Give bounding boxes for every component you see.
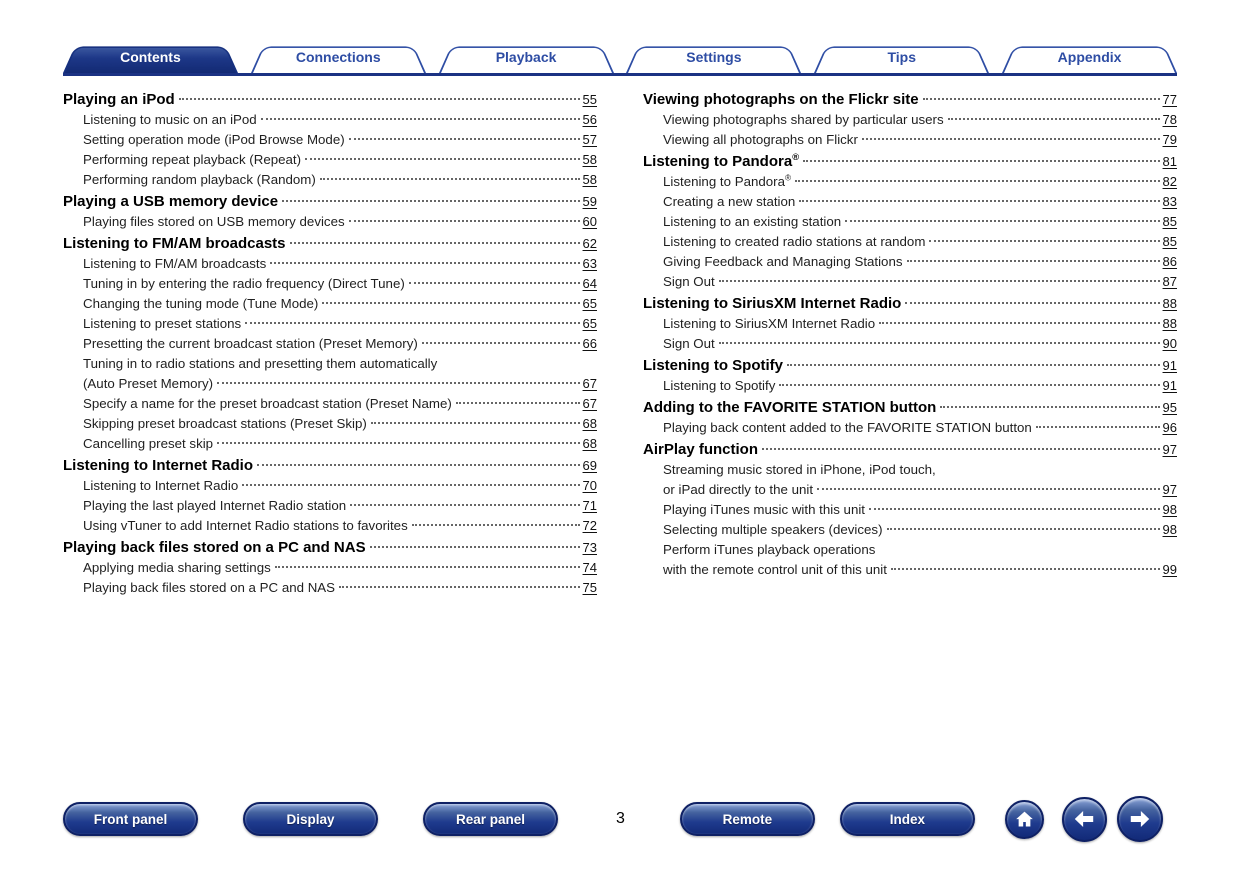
page-link[interactable]: 83 [1162, 194, 1177, 209]
toc-entry-title: Skipping preset broadcast stations (Preset Skip) [83, 416, 367, 431]
toc-entry-title: Listening to Internet Radio [83, 478, 239, 493]
page-link[interactable]: 97 [1162, 442, 1177, 457]
toc-subentry[interactable] [643, 130, 1177, 150]
toc-subentry[interactable] [63, 170, 597, 190]
toc-heading[interactable] [643, 355, 1177, 376]
dotted-leader [845, 220, 1159, 222]
toc-subentry[interactable] [63, 334, 597, 354]
rear-panel-button[interactable]: Rear panel [423, 802, 558, 836]
toc-entry-title: Viewing photographs shared by particular users [663, 112, 944, 127]
toc-entry-title: Listening to SiriusXM Internet Radio [663, 316, 876, 331]
toc-entry-title: Tuning in to radio stations and presetting them automatically [83, 356, 438, 371]
toc-entry-title: Cancelling preset skip [83, 436, 214, 451]
page-link[interactable]: 91 [1162, 358, 1177, 373]
dotted-leader [339, 586, 579, 588]
toc-subentry[interactable] [643, 212, 1177, 232]
page-link[interactable]: 85 [1162, 214, 1177, 229]
page-link[interactable]: 58 [582, 172, 597, 187]
toc-subentry[interactable] [63, 414, 597, 434]
toc-heading[interactable] [63, 89, 597, 110]
toc-entry-title: Playing an iPod [63, 91, 175, 108]
toc-subentry[interactable] [63, 212, 597, 232]
dotted-leader [270, 262, 579, 264]
page-link[interactable]: 98 [1162, 522, 1177, 537]
page-link[interactable]: 85 [1162, 234, 1177, 249]
toc-subentry[interactable] [63, 274, 597, 294]
toc-entry-title: (Auto Preset Memory) [83, 376, 214, 391]
toc-entry-title: Listening to SiriusXM Internet Radio [643, 295, 902, 312]
dotted-leader [795, 180, 1159, 182]
toc-heading[interactable] [63, 537, 597, 558]
page-link[interactable]: 96 [1162, 420, 1177, 435]
toc-entry-title: Listening to created radio stations at random [663, 234, 926, 249]
dotted-leader [817, 488, 1159, 490]
toc-entry-title: or iPad directly to the unit [663, 482, 814, 497]
page-link[interactable]: 57 [582, 132, 597, 147]
page-link[interactable]: 95 [1162, 400, 1177, 415]
tab-label: Settings [686, 49, 742, 65]
toc-subentry[interactable] [643, 272, 1177, 292]
page-link[interactable]: 67 [582, 376, 597, 391]
toc-entry-title: Playing a USB memory device [63, 193, 279, 210]
dotted-leader [719, 342, 1160, 344]
toc-subentry[interactable] [643, 232, 1177, 252]
dotted-leader [940, 406, 1159, 408]
page-link[interactable]: 77 [1162, 92, 1177, 107]
display-button[interactable]: Display [243, 802, 378, 836]
toc-heading[interactable] [643, 293, 1177, 314]
page-link[interactable]: 87 [1162, 274, 1177, 289]
remote-button[interactable]: Remote [680, 802, 815, 836]
tab-playback[interactable] [439, 42, 614, 73]
dotted-leader [349, 138, 580, 140]
page-link[interactable]: 59 [582, 194, 597, 209]
page-link[interactable]: 90 [1162, 336, 1177, 351]
page-link[interactable]: 68 [582, 416, 597, 431]
page-link[interactable]: 71 [582, 498, 597, 513]
toc-subentry[interactable] [63, 434, 597, 454]
page-link[interactable]: 65 [582, 316, 597, 331]
toc-heading[interactable] [643, 439, 1177, 460]
dotted-leader [907, 260, 1160, 262]
page-link[interactable]: 63 [582, 256, 597, 271]
arrow-left-icon [1071, 806, 1097, 832]
dotted-leader [217, 442, 579, 444]
dotted-leader [275, 566, 580, 568]
toc-subentry[interactable] [643, 520, 1177, 540]
page-link[interactable]: 78 [1162, 112, 1177, 127]
toc-entry-title: Using vTuner to add Internet Radio stations to favorites [83, 518, 408, 533]
toc-entry-title: Listening to music on an iPod [83, 112, 257, 127]
toc-heading[interactable] [63, 455, 597, 476]
toc-entry-title: Adding to the FAVORITE STATION button [643, 399, 937, 416]
forward-button[interactable] [1117, 796, 1163, 842]
dotted-leader [371, 422, 580, 424]
tab-tips[interactable] [814, 42, 989, 73]
dotted-leader [787, 364, 1160, 366]
toc-subentry[interactable] [63, 558, 597, 578]
page-link[interactable]: 58 [582, 152, 597, 167]
toc-entry-title: Changing the tuning mode (Tune Mode) [83, 296, 319, 311]
dotted-leader [350, 504, 579, 506]
toc-subentry[interactable] [63, 578, 597, 598]
toc-heading[interactable] [643, 89, 1177, 110]
dotted-leader [948, 118, 1160, 120]
page-link[interactable]: 64 [582, 276, 597, 291]
toc-subentry[interactable] [643, 172, 1177, 192]
dotted-leader [862, 138, 1160, 140]
index-button[interactable]: Index [840, 802, 975, 836]
footer-nav [63, 796, 1177, 842]
page-link[interactable]: 88 [1162, 296, 1177, 311]
page-link[interactable]: 74 [582, 560, 597, 575]
toc-subentry[interactable] [63, 476, 597, 496]
toc-entry-title: Presetting the current broadcast station (Preset Memory) [83, 336, 418, 351]
dotted-leader [217, 382, 579, 384]
toc-entry-title: Performing random playback (Random) [83, 172, 316, 187]
toc-entry-title: Tuning in by entering the radio frequency (Direct Tune) [83, 276, 405, 291]
toc-entry-title: Listening to Pandora® [643, 152, 800, 170]
toc-subentry[interactable] [643, 334, 1177, 354]
page-link[interactable]: 98 [1162, 502, 1177, 517]
dotted-leader [320, 178, 580, 180]
page-link[interactable]: 75 [582, 580, 597, 595]
dotted-leader [261, 118, 580, 120]
arrow-right-icon [1127, 806, 1153, 832]
home-icon [1014, 809, 1035, 830]
dotted-leader [257, 464, 580, 466]
toc-subentry[interactable] [643, 252, 1177, 272]
toc-entry-title: Specify a name for the preset broadcast station (Preset Name) [83, 396, 452, 411]
toc-subentry[interactable] [63, 130, 597, 150]
toc-entry-title: Perform iTunes playback operations [663, 542, 876, 557]
dotted-leader [887, 528, 1160, 530]
toc-entry-title: Playing back files stored on a PC and NAS [83, 580, 336, 595]
dotted-leader [762, 448, 1160, 450]
dotted-leader [370, 546, 580, 548]
toc-entry-title: Giving Feedback and Managing Stations [663, 254, 903, 269]
toc-subentry[interactable] [63, 394, 597, 414]
toc-entry-title: Listening to an existing station [663, 214, 842, 229]
dotted-leader [245, 322, 579, 324]
toc-entry-title: Listening to FM/AM broadcasts [63, 235, 286, 252]
toc-entry-title: Playing back content added to the FAVORITE STATION button [663, 420, 1032, 435]
toc-entry-title: Playing the last played Internet Radio station [83, 498, 347, 513]
page-link[interactable]: 62 [582, 236, 597, 251]
toc-entry-title: Listening to Spotify [643, 357, 783, 374]
toc-subentry[interactable] [643, 418, 1177, 438]
dotted-leader [879, 322, 1159, 324]
footer-left-buttons [63, 802, 558, 836]
toc-entry-title: Listening to Spotify [663, 378, 776, 393]
toc-subentry[interactable] [643, 540, 1177, 580]
toc-entry-title: Playing files stored on USB memory devices [83, 214, 345, 229]
page-link[interactable]: 97 [1162, 482, 1177, 497]
dotted-leader [869, 508, 1160, 510]
toc-entry-title: Listening to Internet Radio [63, 457, 253, 474]
dotted-leader [282, 200, 579, 202]
page-number: 3 [616, 810, 625, 827]
toc-entry-title: Viewing photographs on the Flickr site [643, 91, 919, 108]
dotted-leader [923, 98, 1160, 100]
toc-entry-title: Selecting multiple speakers (devices) [663, 522, 883, 537]
dotted-leader [290, 242, 580, 244]
toc-column-right [643, 88, 1177, 598]
toc-entry-title: Viewing all photographs on Flickr [663, 132, 858, 147]
tab-connections[interactable] [251, 42, 426, 73]
tab-label: Appendix [1057, 49, 1122, 65]
page-link[interactable]: 69 [582, 458, 597, 473]
toc-subentry[interactable] [643, 376, 1177, 396]
toc-entry-title: Applying media sharing settings [83, 560, 271, 575]
page-link[interactable]: 99 [1162, 562, 1177, 577]
toc-entry-title: Performing repeat playback (Repeat) [83, 152, 302, 167]
toc-subentry[interactable] [63, 496, 597, 516]
tab-contents[interactable] [63, 42, 238, 73]
page-link[interactable]: 55 [582, 92, 597, 107]
toc-entry-title: Setting operation mode (iPod Browse Mode) [83, 132, 345, 147]
toc-entry-title: AirPlay function [643, 441, 759, 458]
page-link[interactable]: 66 [582, 336, 597, 351]
toc-subentry[interactable] [63, 314, 597, 334]
page-link[interactable]: 82 [1162, 174, 1177, 189]
dotted-leader [305, 158, 580, 160]
toc-entry-title: Streaming music stored in iPhone, iPod touch, [663, 462, 936, 477]
dotted-leader [803, 160, 1159, 162]
toc-subentry[interactable] [63, 294, 597, 314]
page-link[interactable]: 86 [1162, 254, 1177, 269]
toc-subentry[interactable] [643, 314, 1177, 334]
page-link[interactable]: 88 [1162, 316, 1177, 331]
toc-entry-title: Sign Out [663, 274, 715, 289]
page-link[interactable]: 60 [582, 214, 597, 229]
back-button[interactable] [1062, 797, 1107, 842]
toc-heading[interactable] [63, 191, 597, 212]
dotted-leader [799, 200, 1159, 202]
dotted-leader [929, 240, 1159, 242]
toc-heading[interactable] [63, 233, 597, 254]
toc-entry-title: Listening to Pandora® [663, 173, 792, 189]
dotted-leader [456, 402, 580, 404]
tab-label: Tips [887, 49, 916, 65]
dotted-leader [779, 384, 1159, 386]
toc-subentry[interactable] [643, 500, 1177, 520]
toc [0, 76, 1240, 598]
dotted-leader [242, 484, 579, 486]
dotted-leader [179, 98, 580, 100]
dotted-leader [891, 568, 1160, 570]
toc-entry-title: Listening to FM/AM broadcasts [83, 256, 267, 271]
page-link[interactable]: 79 [1162, 132, 1177, 147]
page-link[interactable]: 70 [582, 478, 597, 493]
toc-entry-title: Playing iTunes music with this unit [663, 502, 865, 517]
dotted-leader [422, 342, 580, 344]
dotted-leader [409, 282, 580, 284]
dotted-leader [349, 220, 580, 222]
dotted-leader [719, 280, 1160, 282]
page-link[interactable]: 91 [1162, 378, 1177, 393]
page-link[interactable]: 72 [582, 518, 597, 533]
toc-column-left [63, 88, 597, 598]
toc-subentry[interactable] [63, 254, 597, 274]
toc-subentry[interactable] [63, 516, 597, 536]
toc-entry-title: Playing back files stored on a PC and NAS [63, 539, 366, 556]
toc-heading[interactable] [643, 397, 1177, 418]
toc-entry-title: Sign Out [663, 336, 715, 351]
tab-settings[interactable] [626, 42, 801, 73]
page-link[interactable]: 67 [582, 396, 597, 411]
home-button[interactable] [1005, 800, 1044, 839]
tab-label: Connections [295, 49, 381, 65]
dotted-leader [412, 524, 580, 526]
dotted-leader [905, 302, 1159, 304]
toc-subentry[interactable] [63, 150, 597, 170]
tab-bar [0, 0, 1240, 73]
tab-label: Contents [120, 49, 181, 65]
toc-subentry[interactable] [63, 110, 597, 130]
toc-subentry[interactable] [63, 354, 597, 394]
page-link[interactable]: 68 [582, 436, 597, 451]
page-link[interactable]: 56 [582, 112, 597, 127]
toc-subentry[interactable] [643, 192, 1177, 212]
page-link[interactable]: 81 [1162, 154, 1177, 169]
dotted-leader [322, 302, 579, 304]
tab-appendix[interactable] [1002, 42, 1177, 73]
front-panel-button[interactable]: Front panel [63, 802, 198, 836]
dotted-leader [1036, 426, 1160, 428]
toc-entry-title: with the remote control unit of this unit [663, 562, 887, 577]
page-link[interactable]: 65 [582, 296, 597, 311]
footer-icon-buttons [1005, 796, 1163, 842]
toc-entry-title: Listening to preset stations [83, 316, 242, 331]
toc-subentry[interactable] [643, 110, 1177, 130]
tab-label: Playback [495, 49, 557, 65]
toc-subentry[interactable] [643, 460, 1177, 500]
toc-entry-title: Creating a new station [663, 194, 796, 209]
page-link[interactable]: 73 [582, 540, 597, 555]
toc-heading[interactable] [643, 151, 1177, 172]
footer-right-buttons [680, 802, 975, 836]
